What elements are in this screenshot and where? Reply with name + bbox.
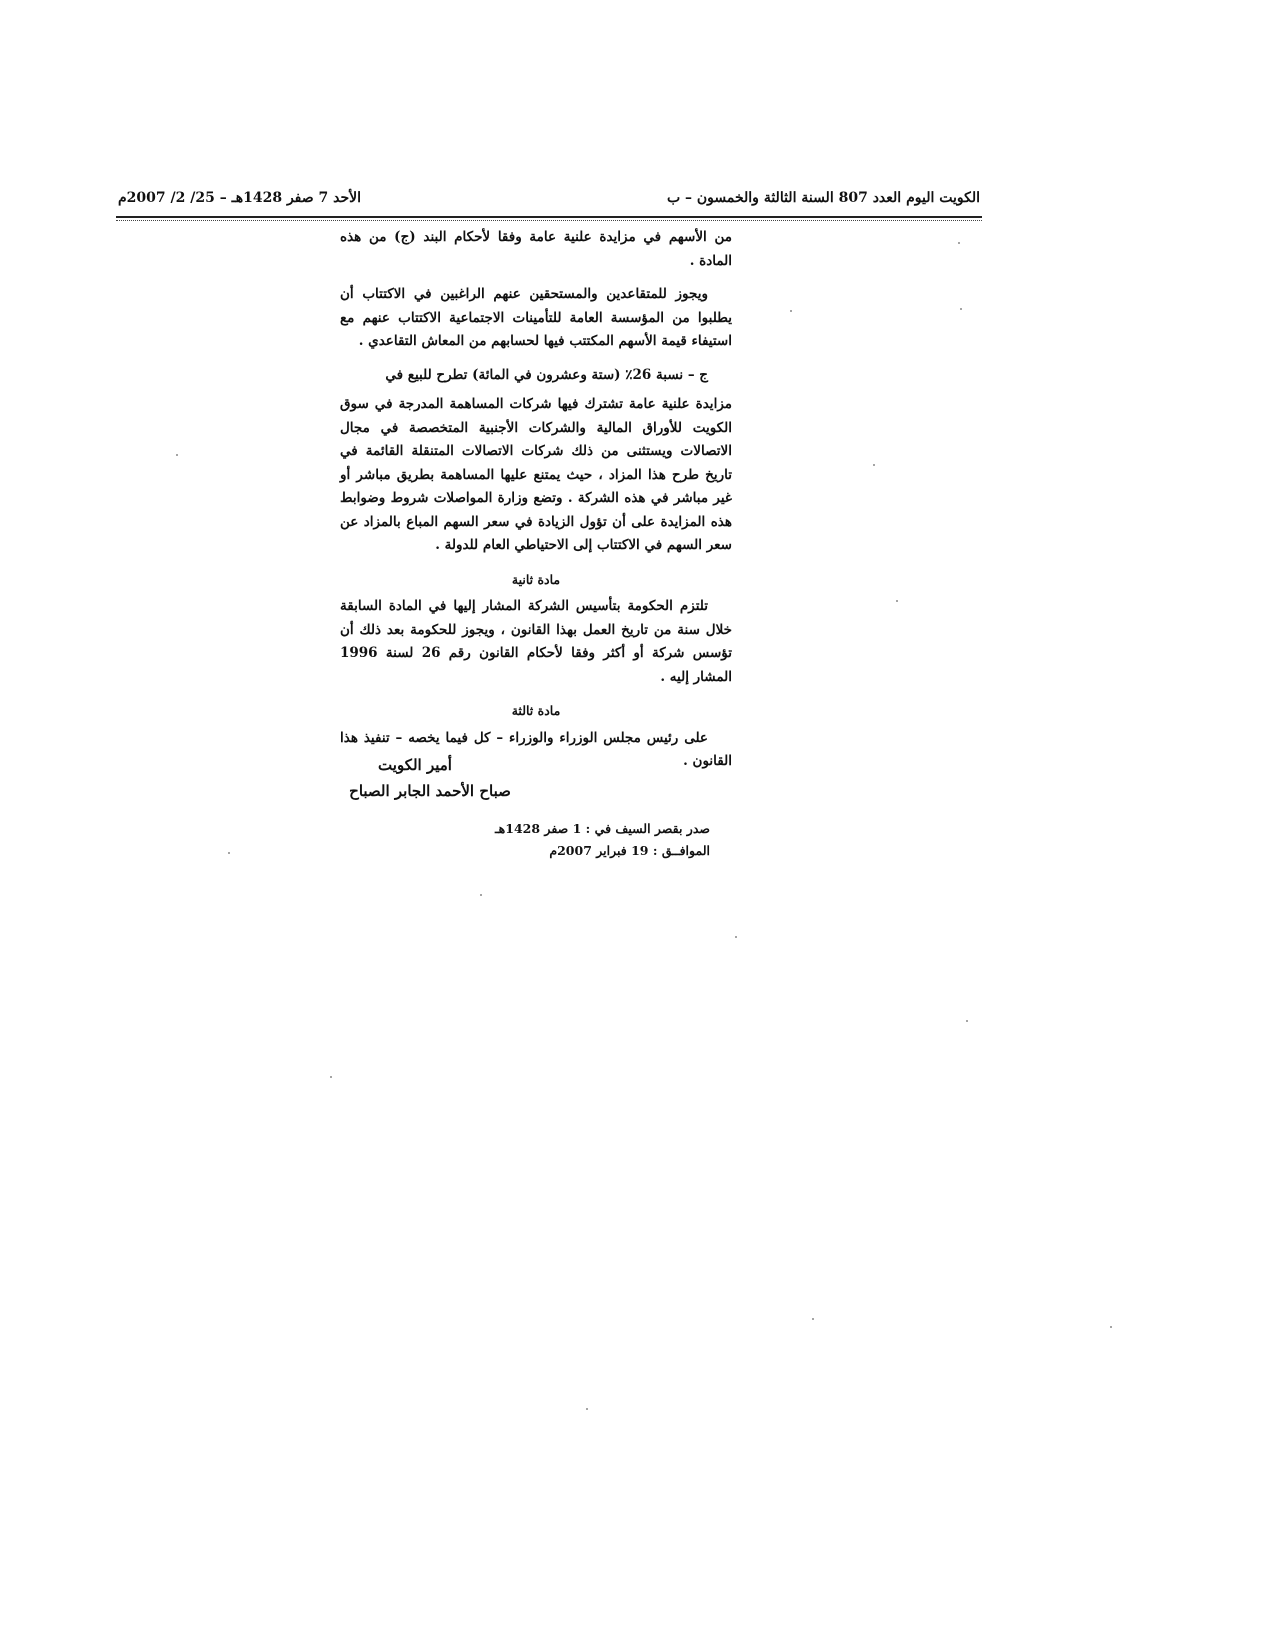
scan-speck [480,894,482,896]
header-dotted-rule [116,220,982,221]
article-heading: مادة ثالثة [511,703,561,718]
issued-gregorian-date: الموافــق : 19 فبراير 2007م [549,843,710,858]
header-publication: الكويت اليوم العدد 807 السنة الثالثة والخمسون – ب [666,190,980,206]
paragraph: ج – نسبة 26٪ (ستة وعشرون في المائة) تطرح للبيع في [385,366,708,383]
scan-speck [228,852,230,854]
scan-speck [790,310,792,312]
running-header [118,190,980,214]
article-heading: مادة ثانية [511,571,561,587]
header-rule [116,216,982,218]
scan-speck [330,1076,332,1078]
scan-speck [176,454,178,456]
text-column [340,226,732,784]
signature-block [300,752,560,804]
scan-speck [896,600,898,602]
paragraph: من الأسهم في مزايدة علنية عامة وفقا لأحكام البند (ج) من هذه المادة . [340,229,732,269]
signature-name: صباح الأحمد الجابر الصباح [349,782,511,800]
issued-place-date: صدر بقصر السيف في : 1 صفر 1428هـ [495,821,710,836]
article-text: تلتزم الحكومة بتأسيس الشركة المشار إليها في المادة السابقة خلال سنة من تاريخ العمل بهذا القانون ، ويجوز للحكومة بعد ذلك أن تؤسس شركة أو أكثر وفقا لأحكام القانون رقم 26 لسنة 1996 المشار إليه . [340,598,732,685]
issued-block [440,818,710,862]
scan-speck [812,1318,814,1320]
scan-speck [966,1020,968,1022]
article-text: على رئيس مجلس الوزراء والوزراء – كل فيما يخصه – تنفيذ هذا القانون . [340,729,732,769]
paragraph: مزايدة علنية عامة تشترك فيها شركات المساهمة المدرجة في سوق الكويت للأوراق المالية والشركات الأجنبية المتخصصة في مجال الاتصالات ويستثنى من ذلك شركات الاتصالات المتنقلة القائمة في تاريخ طرح هذا المزاد ، حيث يمتنع عليها المساهمة بطريق مباشر أو غير مباشر في هذه الشركة . وتضع وزارة المواصلات شروط وضوابط هذه المزايدة على أن تؤول الزيادة في سعر السهم المباع بالمزاد عن سعر السهم في الاكتتاب إلى الاحتياطي العام للدولة . [340,396,732,553]
scan-speck [1110,1326,1112,1328]
header-date: الأحد 7 صفر 1428هـ – 25/ 2/ 2007م [118,190,362,206]
scan-speck [735,936,737,938]
scan-speck [960,308,962,310]
signature-title: أمير الكويت [378,756,452,774]
scan-speck [586,1408,588,1410]
paragraph: ويجوز للمتقاعدين والمستحقين عنهم الراغبين في الاكتتاب أن يطلبوا من المؤسسة العامة للتأمينات الاجتماعية الاكتتاب عنهم مع استيفاء قيمة الأسهم المكتتب فيها لحسابهم من المعاش التقاعدي . [340,286,732,349]
scan-speck [873,464,875,466]
scan-speck [958,242,960,244]
